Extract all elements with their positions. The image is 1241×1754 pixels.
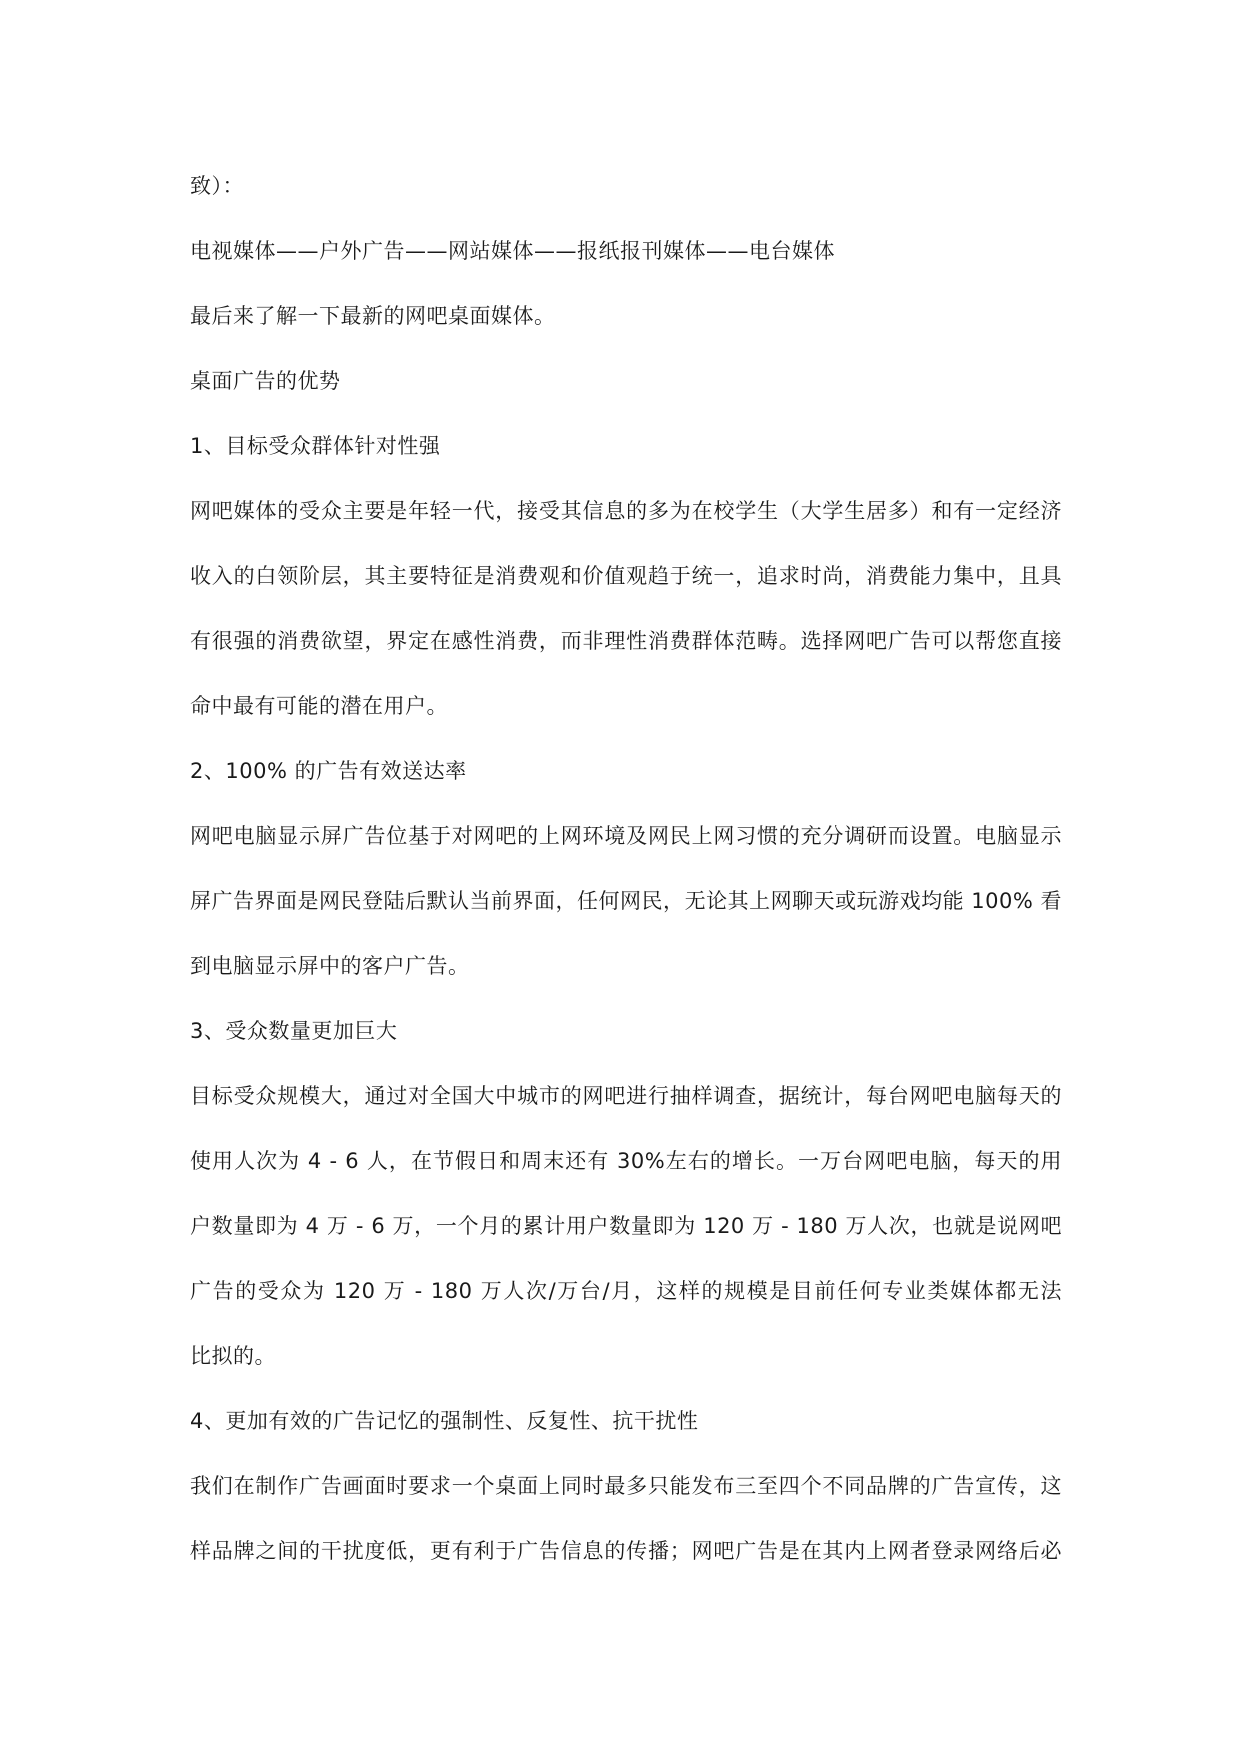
- paragraph-2-line-1: 网吧电脑显示屏广告位基于对网吧的上网环境及网民上网习惯的充分调研而设置。电脑显示: [190, 824, 1062, 848]
- paragraph-3-line-3: 户数量即为 4 万 - 6 万，一个月的累计用户数量即为 120 万 - 180 万人次，也就是说网吧: [190, 1214, 1062, 1238]
- text-line-3: 最后来了解一下最新的网吧桌面媒体。: [190, 304, 556, 328]
- paragraph-3-line-5: 比拟的。: [190, 1344, 276, 1368]
- section-heading-2: 2、100% 的广告有效送达率: [190, 759, 467, 783]
- paragraph-4-line-1: 我们在制作广告画面时要求一个桌面上同时最多只能发布三至四个不同品牌的广告宣传，这: [190, 1474, 1062, 1498]
- paragraph-3-line-4: 广告的受众为 120 万 - 180 万人次/万台/月，这样的规模是目前任何专业类媒体都无法: [190, 1279, 1062, 1303]
- text-line-1: 致）：: [190, 174, 244, 198]
- section-heading-advantages: 桌面广告的优势: [190, 369, 341, 393]
- text-line-2: 电视媒体——户外广告——网站媒体——报纸报刊媒体——电台媒体: [190, 239, 835, 263]
- section-heading-4: 4、更加有效的广告记忆的强制性、反复性、抗干扰性: [190, 1409, 699, 1433]
- paragraph-1-line-1: 网吧媒体的受众主要是年轻一代，接受其信息的多为在校学生（大学生居多）和有一定经济: [190, 499, 1062, 523]
- paragraph-1-line-4: 命中最有可能的潜在用户。: [190, 694, 448, 718]
- paragraph-2-line-3: 到电脑显示屏中的客户广告。: [190, 954, 470, 978]
- section-heading-1: 1、目标受众群体针对性强: [190, 434, 441, 458]
- paragraph-4-line-2: 样品牌之间的干扰度低，更有利于广告信息的传播；网吧广告是在其内上网者登录网络后必: [190, 1539, 1062, 1563]
- paragraph-3-line-2: 使用人次为 4 - 6 人，在节假日和周末还有 30%左右的增长。一万台网吧电脑，每天的用: [190, 1149, 1062, 1173]
- paragraph-1-line-3: 有很强的消费欲望，界定在感性消费，而非理性消费群体范畴。选择网吧广告可以帮您直接: [190, 629, 1062, 653]
- paragraph-1-line-2: 收入的白领阶层，其主要特征是消费观和价值观趋于统一，追求时尚，消费能力集中，且具: [190, 564, 1062, 588]
- paragraph-3-line-1: 目标受众规模大，通过对全国大中城市的网吧进行抽样调查，据统计，每台网吧电脑每天的: [190, 1084, 1062, 1108]
- section-heading-3: 3、受众数量更加巨大: [190, 1019, 398, 1043]
- paragraph-2-line-2: 屏广告界面是网民登陆后默认当前界面，任何网民，无论其上网聊天或玩游戏均能 100% 看: [190, 889, 1062, 913]
